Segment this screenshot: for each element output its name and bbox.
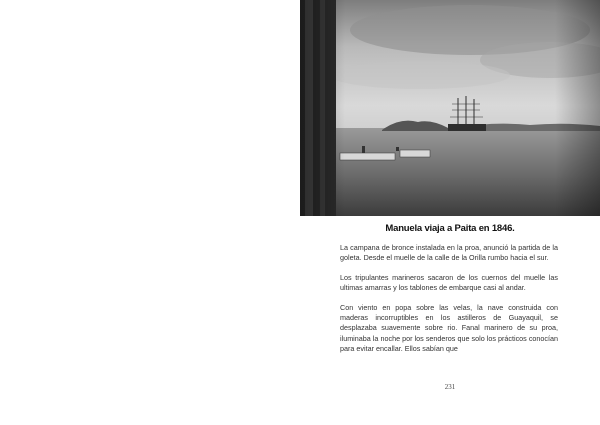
photo-caption: Manuela viaja a Paita en 1846. [385, 223, 515, 234]
paragraph: La campana de bronce instalada en la proa, anunció la partida de la goleta. Desde el muelle de la calle de la Orilla rumbo hacia el sur. [340, 243, 558, 263]
paragraph: Los tripulantes marineros sacaron de los cuernos del muelle las ultimas amarras y los tablones de embarque casi al andar. [340, 272, 558, 293]
page-number: 231 [444, 383, 456, 391]
body-text [340, 243, 558, 364]
right-page [300, 0, 600, 425]
paragraph: Con viento en popa sobre las velas, la nave construida con maderas incorruptibles en los astilleros de Guayaquil, se desplazaba suavemente sobre rio. Fanal marinero de su proa, iluminaba la noche por los senderos que solo los prácticos conocían para evitar encallar. Ellos sabían que [340, 302, 558, 354]
historical-photo [300, 0, 600, 216]
